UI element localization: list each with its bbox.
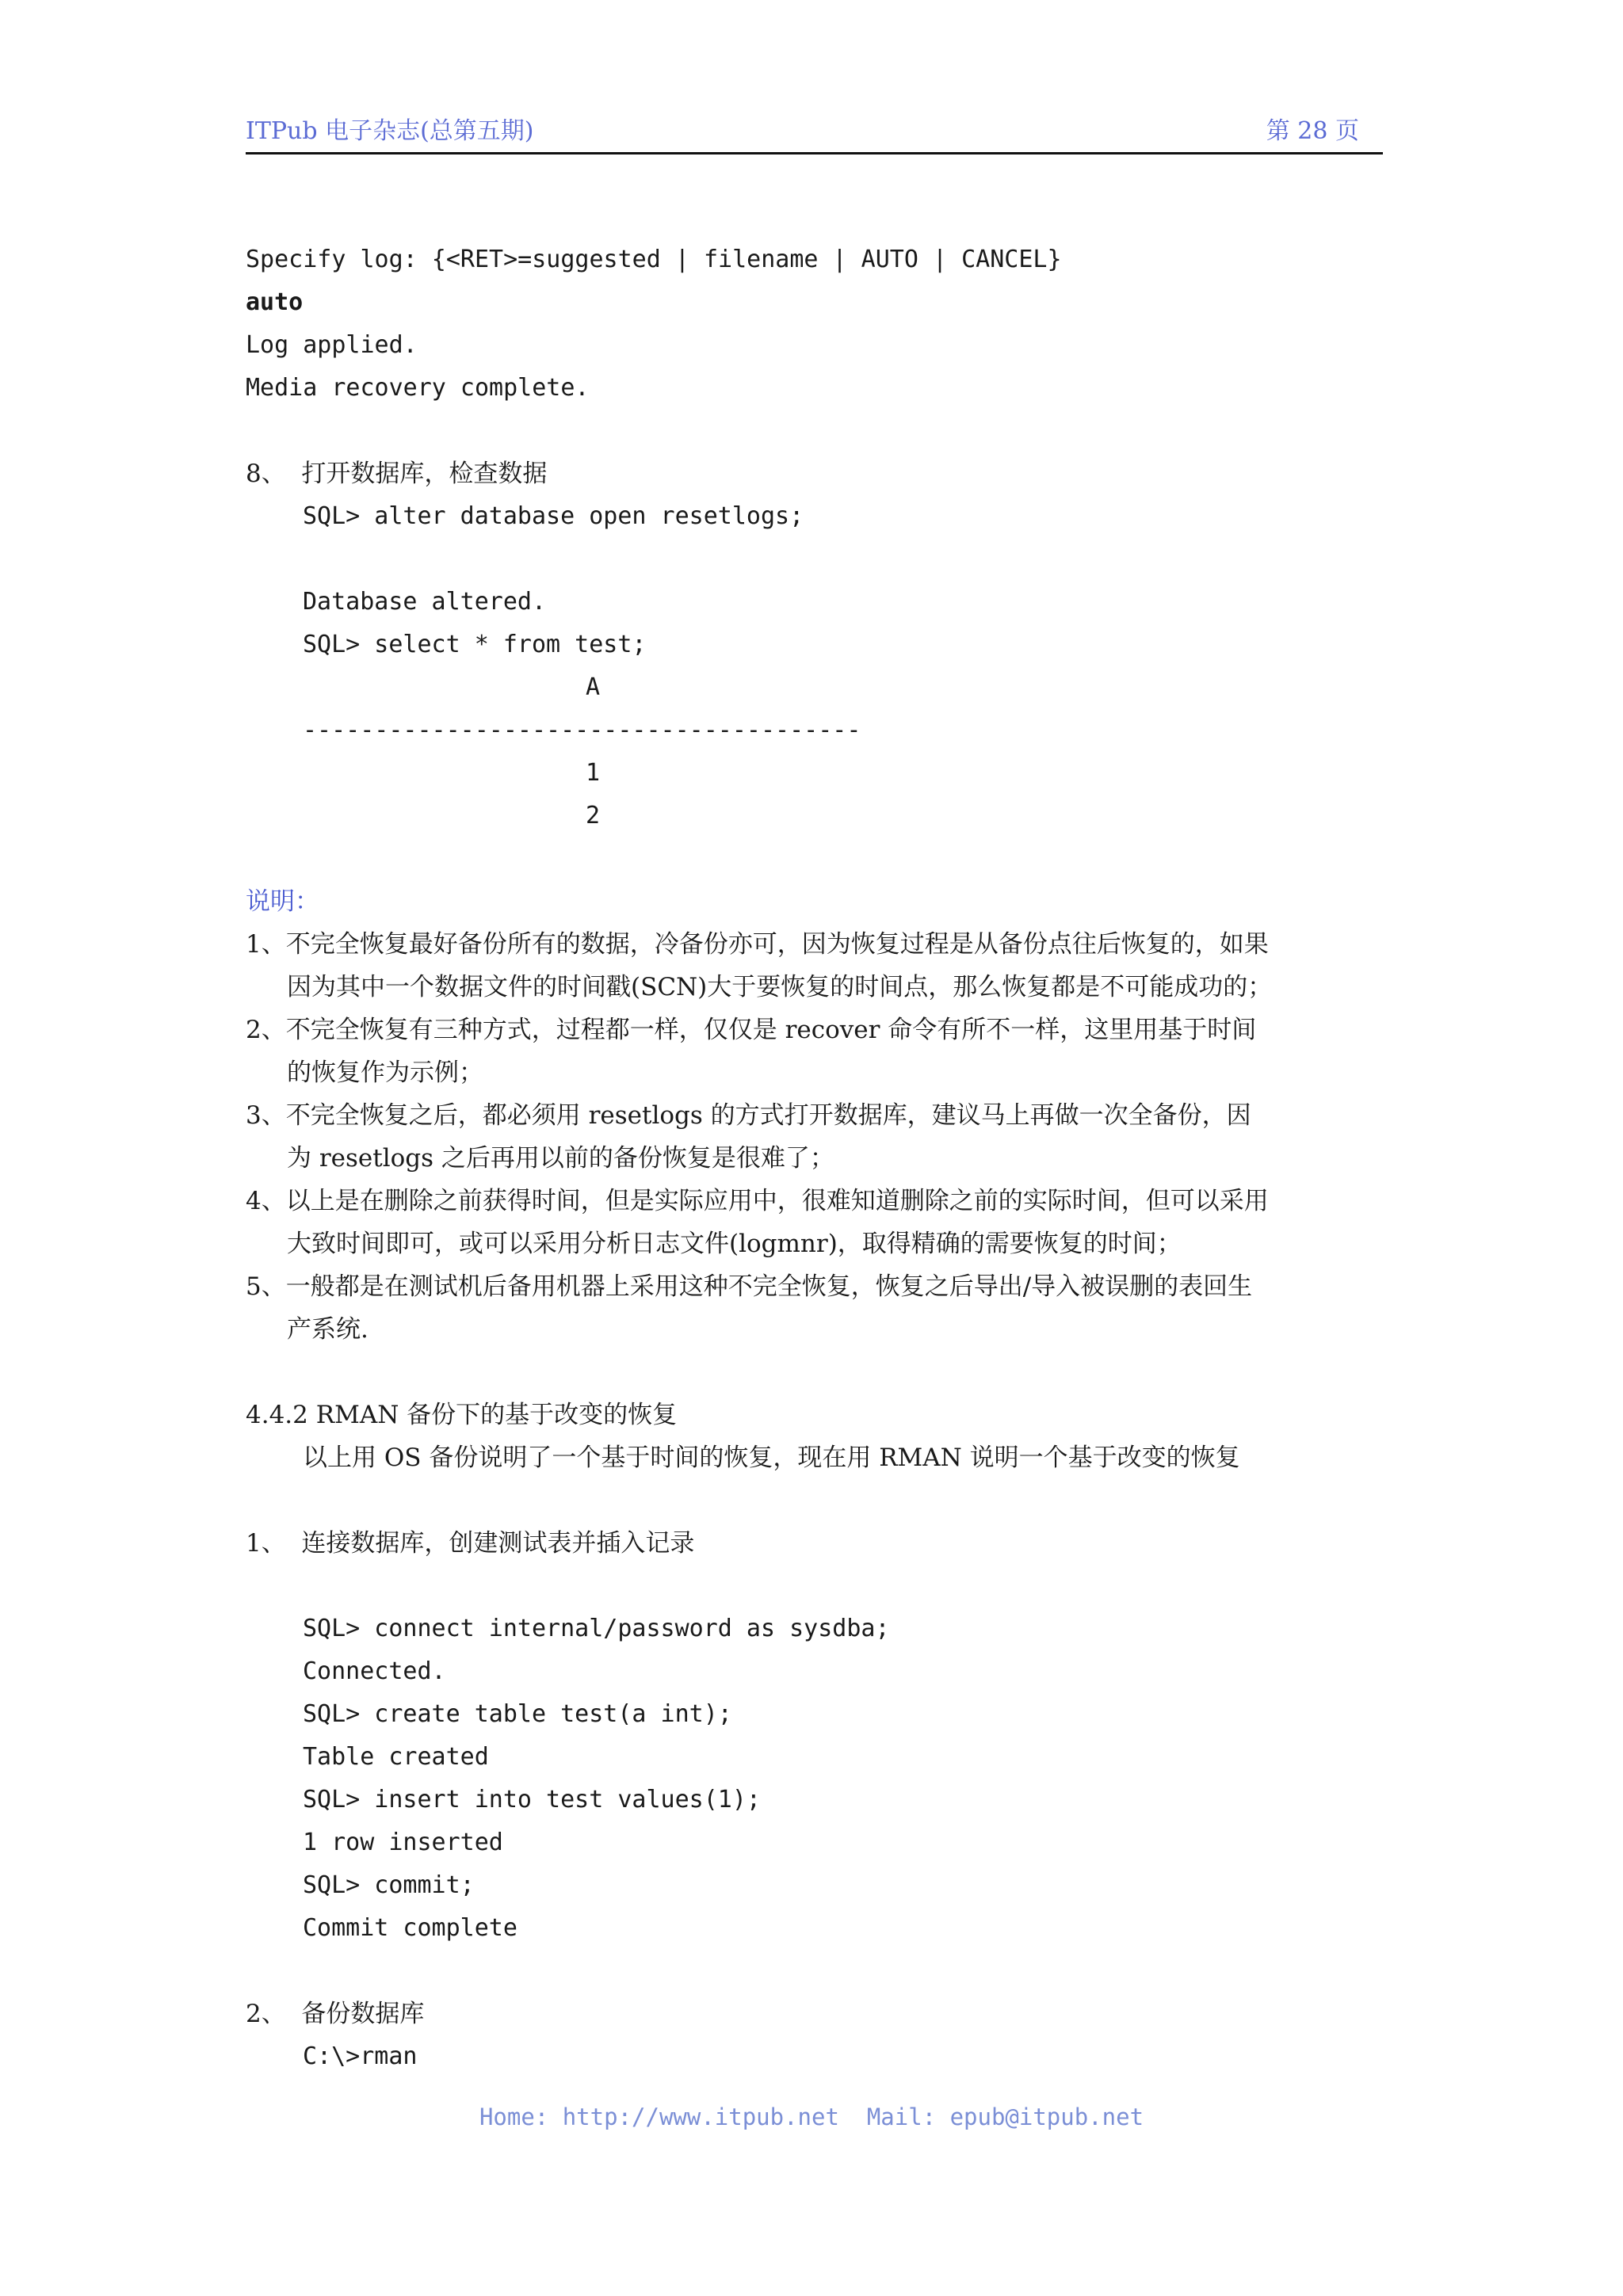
result-column-header: A <box>586 673 601 701</box>
step-heading: 1、 连接数据库，创建测试表并插入记录 <box>246 1529 695 1558</box>
page-header <box>246 113 1383 154</box>
code-line: SQL> create table test(a int); <box>303 1700 732 1728</box>
code-line: SQL> commit; <box>303 1871 475 1899</box>
section-intro: 以上用 OS 备份说明了一个基于时间的恢复，现在用 RMAN 说明一个基于改变的恢复 <box>303 1444 1240 1472</box>
code-line: SQL> insert into test values(1); <box>303 1786 761 1814</box>
note-item-cont: 大致时间即可，或可以采用分析日志文件(logmnr)，取得精确的需要恢复的时间； <box>287 1230 1182 1258</box>
code-line: Commit complete <box>303 1914 517 1942</box>
note-item: 1、不完全恢复最好备份所有的数据，冷备份亦可，因为恢复过程是从备份点往后恢复的，如果 <box>246 930 1269 959</box>
code-line: SQL> alter database open resetlogs; <box>303 502 804 530</box>
code-line: SQL> connect internal/password as sysdba; <box>303 1615 890 1642</box>
code-line: Log applied. <box>246 331 418 359</box>
page-number: 第 28 页 <box>1266 117 1359 145</box>
code-line: Database altered. <box>303 588 547 616</box>
note-item: 3、不完全恢复之后，都必须用 resetlogs 的方式打开数据库，建议马上再做一次全备份，因 <box>246 1101 1251 1130</box>
step-heading: 8、 打开数据库，检查数据 <box>246 460 548 488</box>
code-line: Media recovery complete. <box>246 374 590 402</box>
result-separator: --------------------------------------- <box>303 716 861 744</box>
code-line: Table created <box>303 1743 489 1771</box>
result-row: 1 <box>586 759 601 787</box>
code-line: SQL> select * from test; <box>303 631 647 658</box>
code-line-bold: auto <box>246 288 304 316</box>
note-item-cont: 因为其中一个数据文件的时间戳(SCN)大于要恢复的时间点，那么恢复都是不可能成功的； <box>287 973 1273 1001</box>
note-item-cont: 的恢复作为示例； <box>287 1058 483 1087</box>
code-line: Connected. <box>303 1657 446 1685</box>
notes-heading: 说明： <box>246 887 319 916</box>
page-footer: Home: http://www.itpub.net Mail: epub@itpub.net <box>479 2103 1144 2130</box>
code-line: 1 row inserted <box>303 1829 503 1856</box>
note-item: 4、以上是在删除之前获得时间，但是实际应用中，很难知道删除之前的实际时间，但可以采用 <box>246 1187 1269 1215</box>
code-line: Specify log: {<RET>=suggested | filename | AUTO | CANCEL} <box>246 246 1062 273</box>
result-row: 2 <box>586 802 601 830</box>
section-heading: 4.4.2 RMAN 备份下的基于改变的恢复 <box>246 1401 678 1429</box>
note-item-cont: 为 resetlogs 之后再用以前的备份恢复是很难了； <box>287 1144 834 1173</box>
note-item-cont: 产系统. <box>287 1315 369 1344</box>
code-line: C:\>rman <box>303 2042 418 2070</box>
note-item: 2、不完全恢复有三种方式，过程都一样，仅仅是 recover 命令有所不一样，这里用基于时间 <box>246 1016 1257 1044</box>
magazine-title: ITPub 电子杂志(总第五期) <box>246 117 534 145</box>
note-item: 5、一般都是在测试机后备用机器上采用这种不完全恢复，恢复之后导出/导入被误删的表回生 <box>246 1272 1253 1301</box>
step-heading: 2、 备份数据库 <box>246 2000 425 2028</box>
